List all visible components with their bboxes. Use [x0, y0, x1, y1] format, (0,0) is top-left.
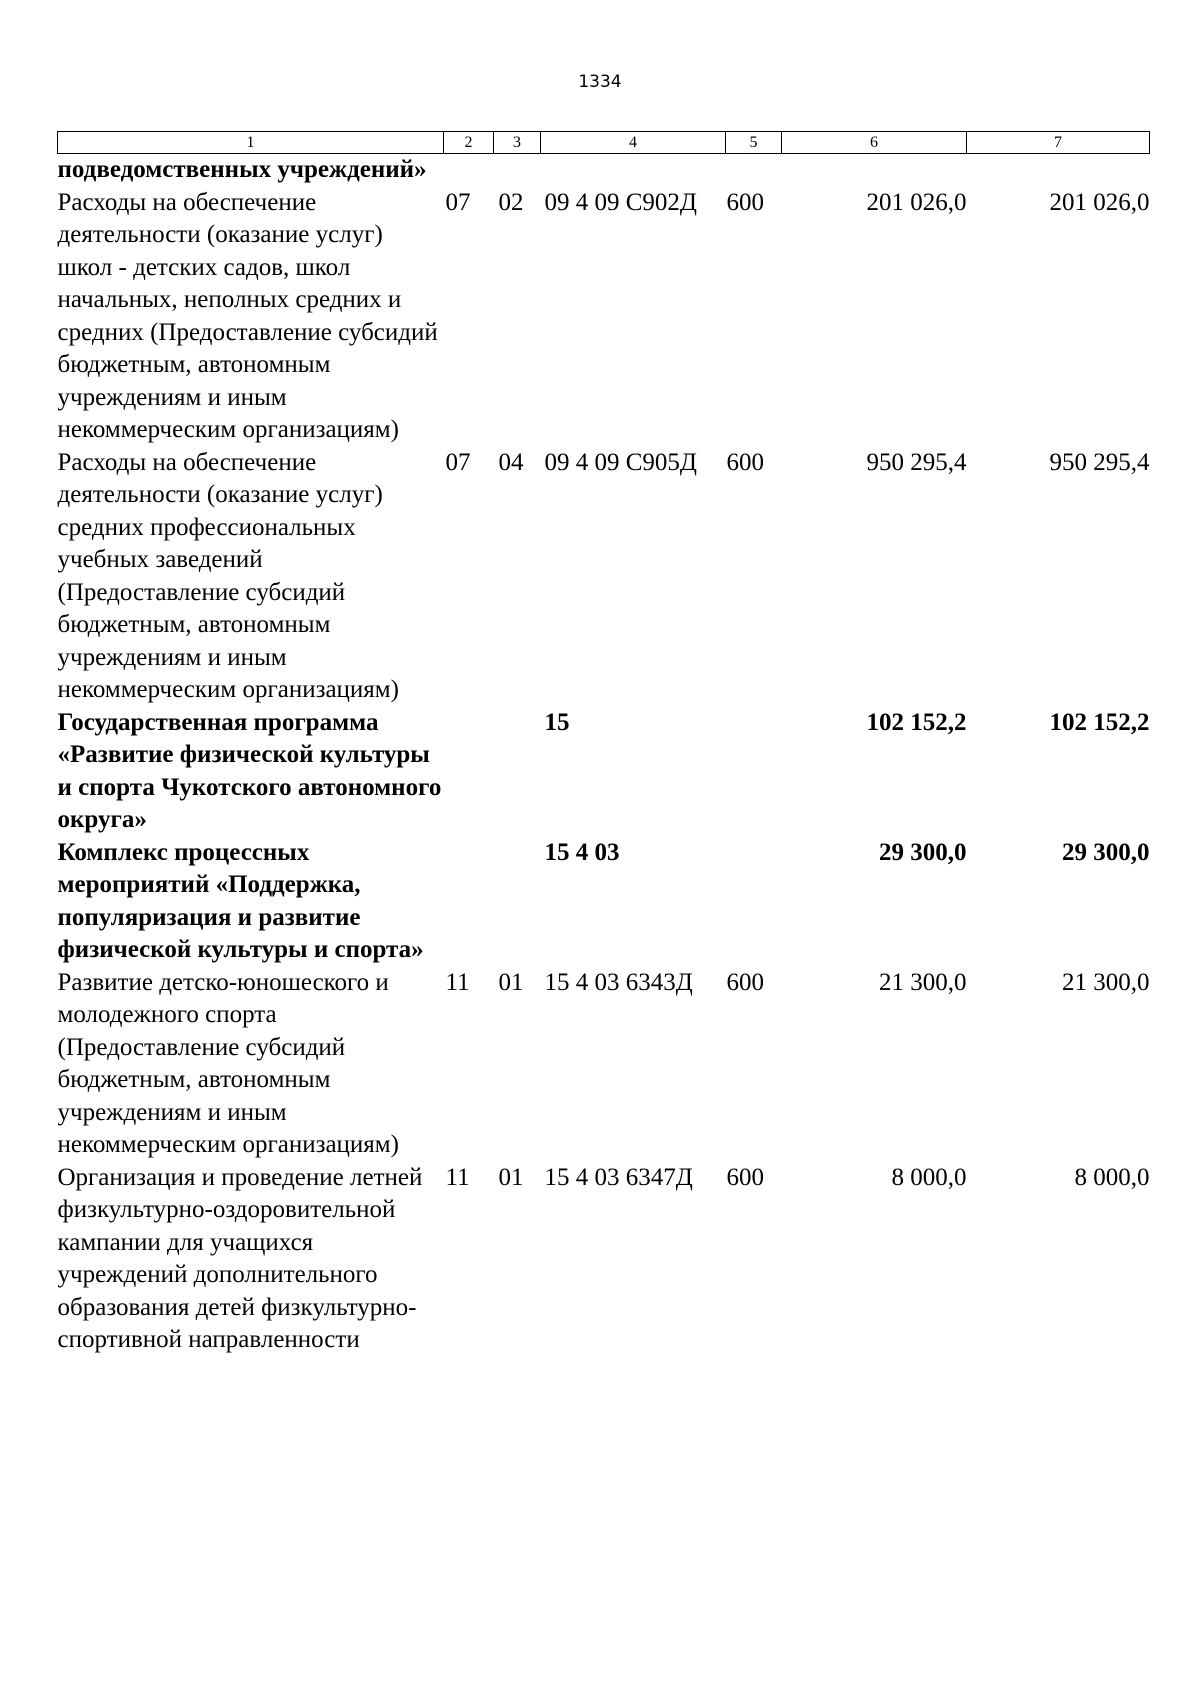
- column-header-2: 2: [444, 132, 494, 154]
- row-subsection: 01: [498, 1163, 524, 1191]
- row-amount-2: 201 026,0: [1049, 188, 1150, 216]
- column-header-3: 3: [494, 132, 541, 154]
- row-section: 11: [445, 968, 470, 996]
- row-subsection: 02: [498, 188, 524, 216]
- row-expense-type: [726, 837, 782, 967]
- row-target-article: 15 4 03: [544, 838, 620, 866]
- row-subsection: 04: [498, 448, 524, 476]
- row-amount-1: 950 295,4: [866, 448, 967, 476]
- table-row: [58, 154, 1150, 187]
- row-amount-2: 29 300,0: [1062, 838, 1150, 866]
- table-row: [58, 707, 1150, 837]
- row-section: 07: [445, 448, 471, 476]
- row-target-article: 15 4 03 6343Д: [544, 968, 693, 996]
- row-target-article: 09 4 09 С905Д: [544, 448, 697, 476]
- table-header: [58, 132, 1150, 154]
- column-header-4: 4: [541, 132, 726, 154]
- row-section: 11: [445, 1163, 470, 1191]
- column-header-7: 7: [967, 132, 1150, 154]
- row-target-article: [541, 154, 726, 187]
- row-target-article: 15: [544, 708, 570, 736]
- row-expense-type: 600: [726, 448, 764, 476]
- row-amount-2: 8 000,0: [1074, 1163, 1150, 1191]
- row-amount-2: 102 152,2: [1049, 708, 1150, 736]
- row-target-article: 09 4 09 С902Д: [544, 188, 697, 216]
- row-section: [444, 837, 494, 967]
- row-section: [444, 154, 494, 187]
- column-header-1: 1: [58, 132, 444, 154]
- row-subsection: [494, 707, 541, 837]
- row-section: [444, 707, 494, 837]
- row-subsection: 01: [498, 968, 524, 996]
- table-row: [58, 447, 1150, 707]
- row-amount-1: [782, 154, 967, 187]
- header-row: [58, 132, 1150, 154]
- row-name: Развитие детско-юношеского и молодежного спорта (Предоставление субсидий бюджетным, автономным учреждениям и иным некоммерческим организациям): [57, 968, 399, 1158]
- row-amount-2: 950 295,4: [1049, 448, 1150, 476]
- row-expense-type: 600: [726, 1163, 764, 1191]
- row-section: 07: [445, 188, 471, 216]
- row-amount-2: [967, 154, 1150, 187]
- table-row: [58, 837, 1150, 967]
- page-number: 1334: [578, 72, 622, 92]
- row-amount-2: 21 300,0: [1062, 968, 1150, 996]
- row-name: подведомственных учреждений»: [57, 156, 427, 183]
- row-amount-1: 8 000,0: [891, 1163, 967, 1191]
- row-expense-type: [726, 154, 782, 187]
- row-amount-1: 201 026,0: [866, 188, 967, 216]
- row-amount-1: 102 152,2: [866, 708, 967, 736]
- column-header-5: 5: [726, 132, 782, 154]
- row-expense-type: 600: [726, 968, 764, 996]
- table-row: [58, 967, 1150, 1162]
- table-row: [58, 1162, 1150, 1357]
- row-name: Расходы на обеспечение деятельности (оказание услуг) средних профессиональных учебных заведений (Предоставление субсидий бюджетным, автономным учреждениям и иным некоммерческим организациям): [57, 448, 399, 703]
- table-body: [58, 154, 1150, 1357]
- row-name: Расходы на обеспечение деятельности (оказание услуг) школ - детских садов, школ начальных, неполных средних и средних (Предоставление субсидий бюджетным, автономным учреждениям и иным некоммерческим организациям): [57, 188, 438, 443]
- row-subsection: [494, 154, 541, 187]
- row-name: Организация и проведение летней физкультурно-оздоровительной кампании для учащихся учреждений дополнительного образования детей физкультурно-спортивной направленности: [57, 1163, 423, 1353]
- budget-table: [57, 131, 1150, 1357]
- row-target-article: 15 4 03 6347Д: [544, 1163, 693, 1191]
- row-amount-1: 21 300,0: [879, 968, 967, 996]
- row-name: Комплекс процессных мероприятий «Поддержка, популяризация и развитие физической культуры и спорта»: [57, 838, 424, 963]
- row-expense-type: 600: [726, 188, 764, 216]
- column-header-6: 6: [782, 132, 967, 154]
- row-amount-1: 29 300,0: [879, 838, 967, 866]
- row-subsection: [494, 837, 541, 967]
- table-row: [58, 187, 1150, 447]
- row-name: Государственная программа «Развитие физической культуры и спорта Чукотского автономного округа»: [57, 708, 442, 833]
- row-expense-type: [726, 707, 782, 837]
